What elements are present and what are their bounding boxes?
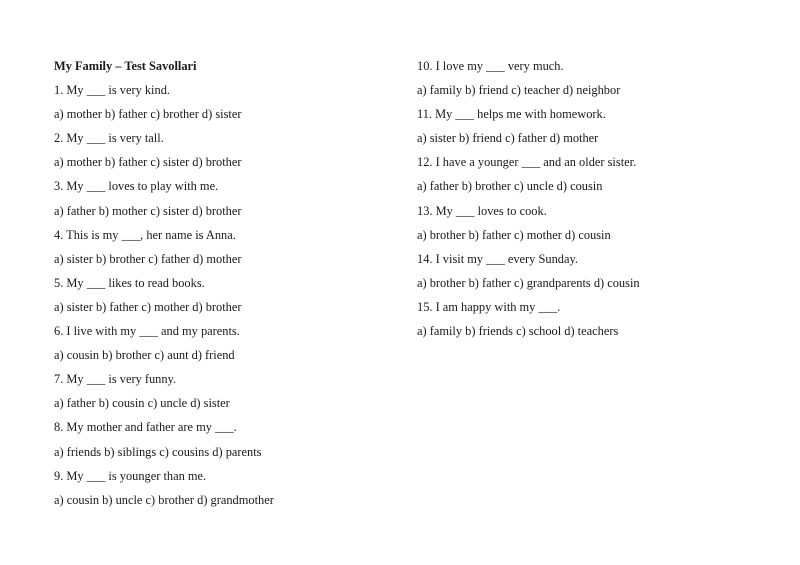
question-13: 13. My ___ loves to cook. — [417, 203, 547, 218]
question-10: 10. I love my ___ very much. — [417, 59, 564, 73]
question-3: 3. My ___ loves to play with me. — [54, 179, 219, 194]
question-6: 6. I live with my ___ and my parents. — [54, 324, 240, 339]
options-4: a) sister b) brother c) father d) mother — [54, 251, 242, 266]
options-7: a) father b) cousin c) uncle d) sister — [54, 396, 230, 411]
options-9: a) cousin b) uncle c) brother d) grandmother — [54, 492, 274, 507]
options-10: a) family b) friend c) teacher d) neighbor — [417, 83, 621, 98]
question-12: 12. I have a younger ___ and an older sister. — [417, 155, 637, 170]
question-8: 8. My mother and father are my ___. — [54, 420, 237, 435]
options-14: a) brother b) father c) grandparents d) cousin — [417, 275, 640, 290]
question-14: 14. I visit my ___ every Sunday. — [417, 251, 578, 266]
question-7: 7. My ___ is very funny. — [54, 372, 177, 387]
question-4: 4. This is my ___, her name is Anna. — [54, 227, 236, 242]
options-5: a) sister b) father c) mother d) brother — [54, 299, 242, 314]
options-8: a) friends b) siblings c) cousins d) parents — [54, 444, 262, 459]
document-title: My Family – Test Savollari — [54, 59, 197, 73]
options-15: a) family b) friends c) school d) teachers — [417, 324, 619, 339]
right-column — [417, 58, 757, 347]
options-6: a) cousin b) brother c) aunt d) friend — [54, 348, 235, 363]
question-1: 1. My ___ is very kind. — [54, 83, 170, 98]
question-5: 5. My ___ likes to read books. — [54, 275, 205, 290]
question-2: 2. My ___ is very tall. — [54, 131, 164, 146]
question-11: 11. My ___ helps me with homework. — [417, 107, 606, 122]
options-1: a) mother b) father c) brother d) sister — [54, 107, 242, 122]
options-11: a) sister b) friend c) father d) mother — [417, 131, 599, 146]
question-15: 15. I am happy with my ___. — [417, 299, 561, 314]
options-12: a) father b) brother c) uncle d) cousin — [417, 179, 603, 194]
question-9: 9. My ___ is younger than me. — [54, 468, 207, 483]
left-column — [54, 58, 394, 516]
options-13: a) brother b) father c) mother d) cousin — [417, 227, 611, 242]
options-2: a) mother b) father c) sister d) brother — [54, 155, 242, 170]
options-3: a) father b) mother c) sister d) brother — [54, 203, 242, 218]
